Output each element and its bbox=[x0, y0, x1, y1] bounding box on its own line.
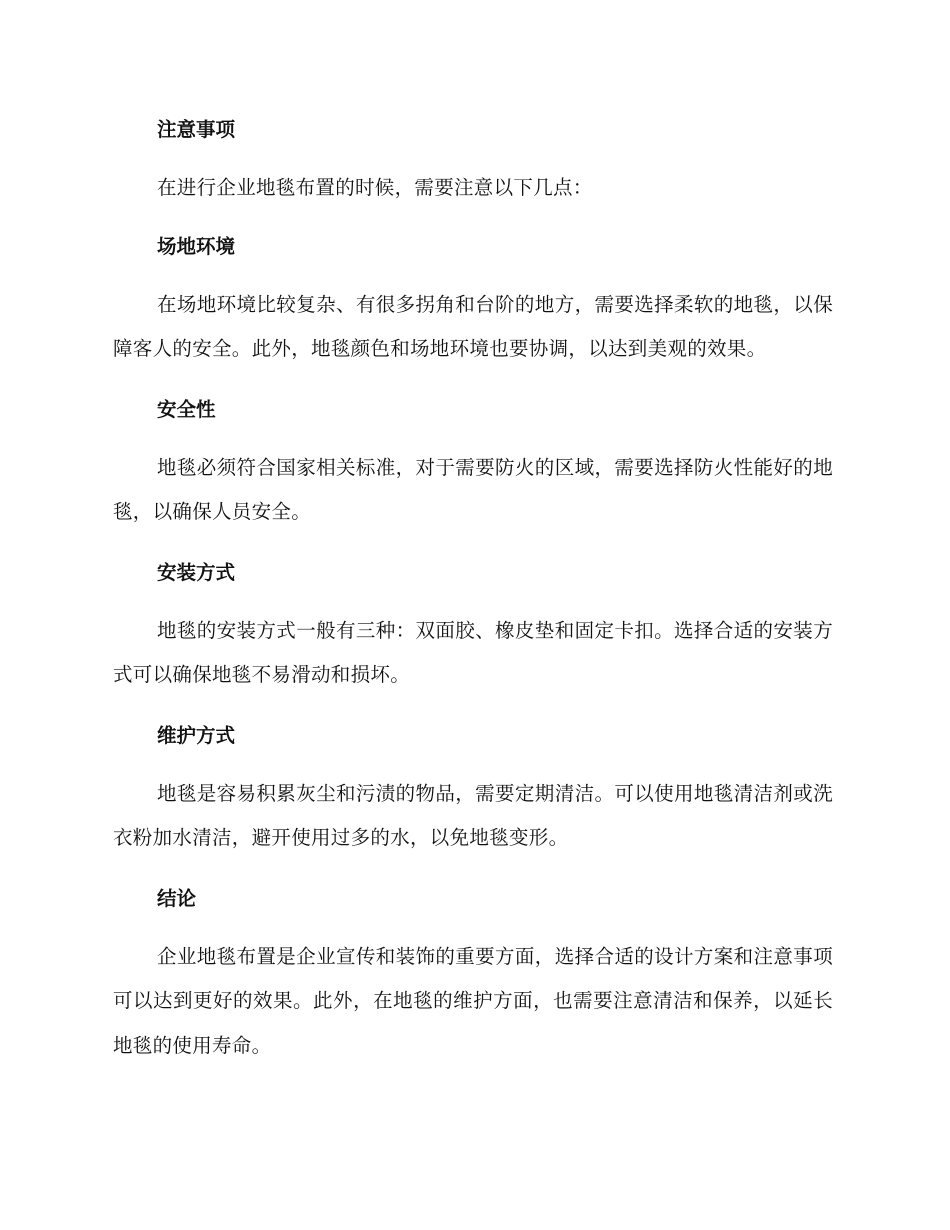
document-page bbox=[113, 108, 833, 1084]
section-heading: 结论 bbox=[157, 886, 197, 910]
section-paragraph: 地毯是容易积累灰尘和污渍的物品，需要定期清洁。可以使用地毯清洁剂或洗衣粉加水清洁，避开使用过多的水，以免地毯变形。 bbox=[113, 781, 833, 849]
section-paragraph: 地毯的安装方式一般有三种：双面胶、橡皮垫和固定卡扣。选择合适的安装方式可以确保地毯不易滑动和损坏。 bbox=[113, 618, 833, 686]
section-paragraph: 企业地毯布置是企业宣传和装饰的重要方面，选择合适的设计方案和注意事项可以达到更好的效果。此外，在地毯的维护方面，也需要注意清洁和保养，以延长地毯的使用寿命。 bbox=[113, 944, 833, 1057]
section-conclusion bbox=[113, 877, 833, 1069]
section-paragraph: 地毯必须符合国家相关标准，对于需要防火的区域，需要选择防火性能好的地毯，以确保人员安全。 bbox=[113, 455, 833, 523]
section-heading: 维护方式 bbox=[157, 723, 236, 747]
section-notes bbox=[113, 108, 833, 211]
section-paragraph: 在场地环境比较复杂、有很多拐角和台阶的地方，需要选择柔软的地毯，以保障客人的安全。此外，地毯颜色和场地环境也要协调，以达到美观的效果。 bbox=[113, 292, 833, 360]
section-safety bbox=[113, 388, 833, 535]
section-paragraph: 在进行企业地毯布置的时候，需要注意以下几点： bbox=[157, 176, 593, 199]
section-maintenance bbox=[113, 714, 833, 861]
section-heading: 场地环境 bbox=[157, 234, 236, 258]
section-heading: 注意事项 bbox=[157, 118, 236, 141]
section-heading: 安全性 bbox=[157, 397, 216, 421]
section-venue-environment bbox=[113, 225, 833, 372]
section-heading: 安装方式 bbox=[157, 560, 236, 584]
section-installation bbox=[113, 551, 833, 698]
